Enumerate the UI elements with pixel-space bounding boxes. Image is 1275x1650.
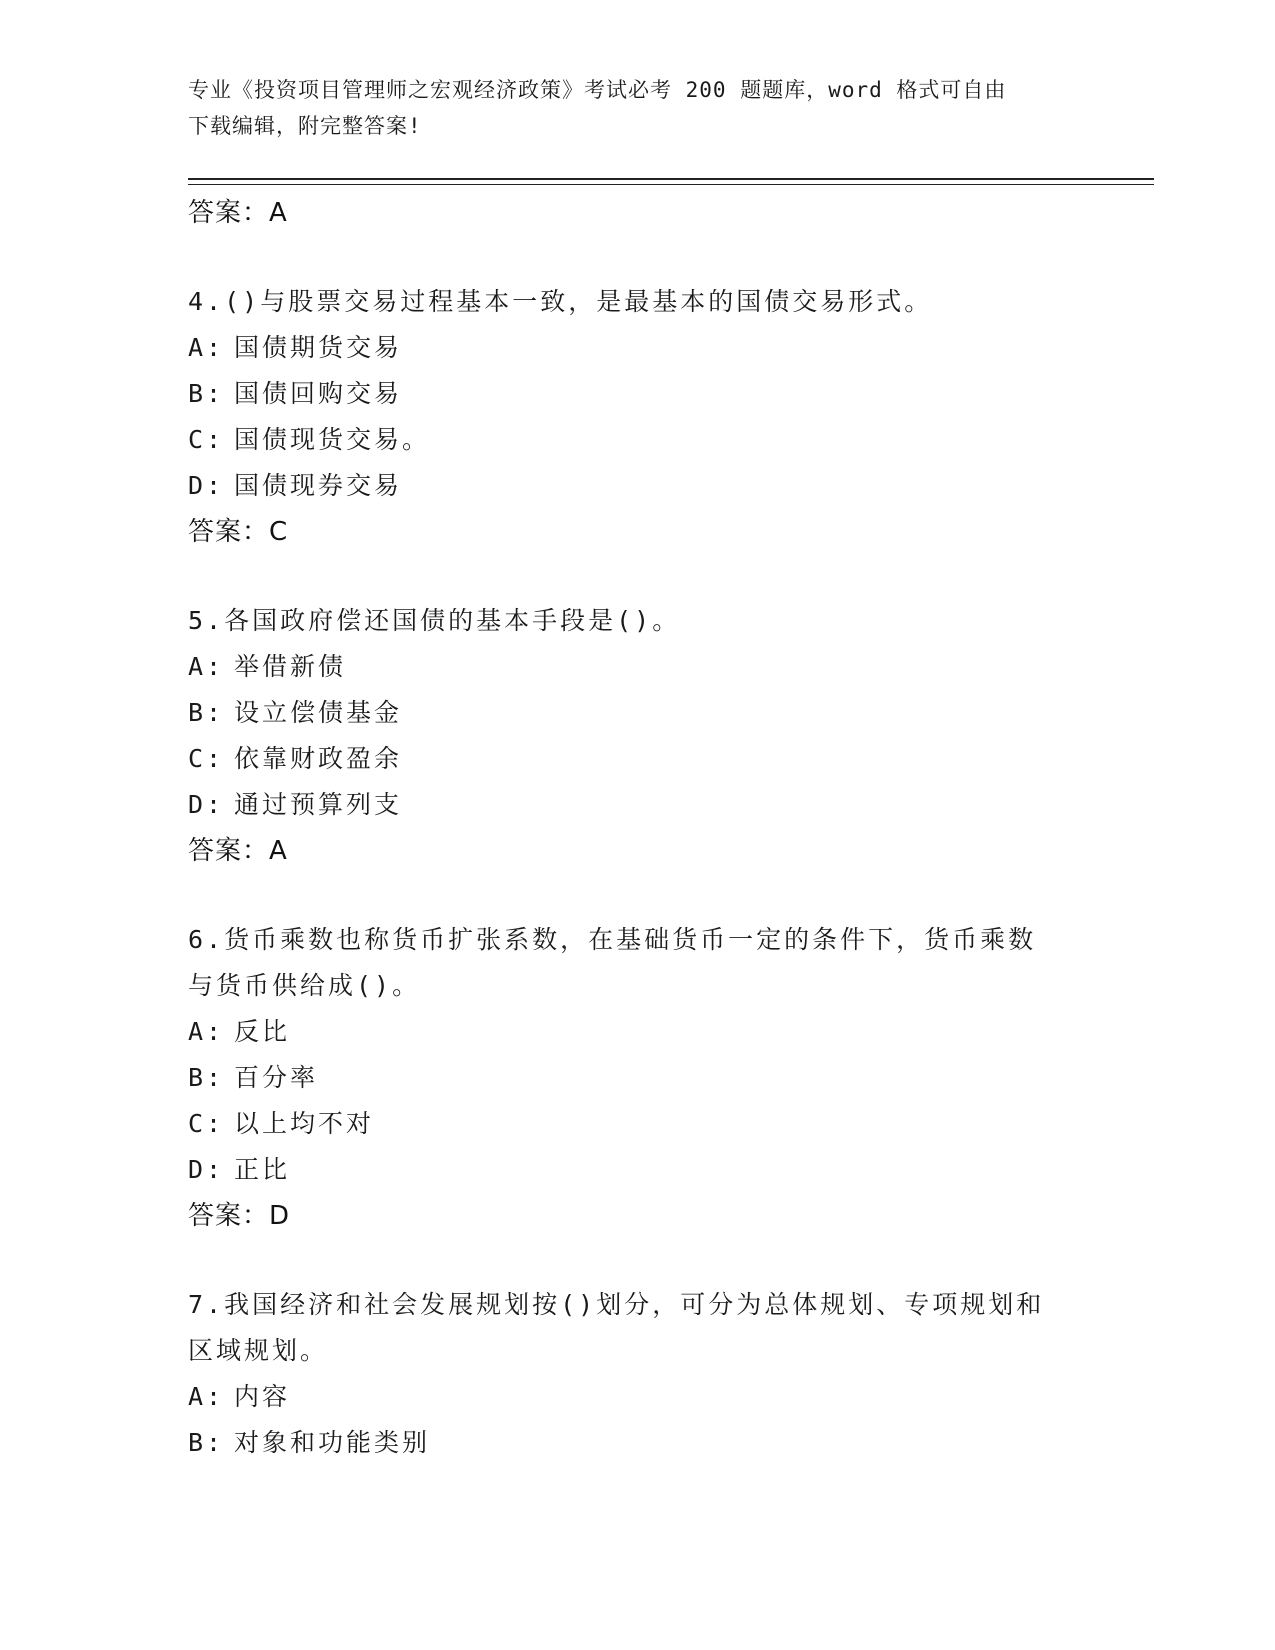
question-stem: 4.()与股票交易过程基本一致，是最基本的国债交易形式。: [188, 287, 933, 316]
option-text: 举借新债: [234, 652, 347, 681]
option-text: 反比: [234, 1017, 291, 1046]
option-text: 国债回购交易: [234, 379, 403, 408]
question-block: [188, 598, 1088, 874]
option-a: [188, 644, 1088, 690]
option-b: [188, 371, 1088, 417]
spacer: [188, 1239, 1088, 1282]
option-c: [188, 417, 1088, 463]
question-block: [188, 279, 1088, 555]
option-text: 设立偿债基金: [234, 698, 403, 727]
answer-line: 答案：A: [188, 198, 288, 228]
document-body: [188, 190, 1088, 1466]
option-c: [188, 1101, 1088, 1147]
option-key: A:: [188, 1017, 225, 1046]
option-text: 国债期货交易: [234, 333, 403, 362]
question-block: [188, 917, 1088, 1239]
option-key: A:: [188, 333, 225, 362]
document-header: [188, 72, 1088, 144]
question-stem: 5.各国政府偿还国债的基本手段是()。: [188, 606, 681, 635]
option-text: 依靠财政盈余: [234, 744, 403, 773]
option-d: [188, 463, 1088, 509]
option-text: 国债现券交易: [234, 471, 403, 500]
option-key: A:: [188, 652, 225, 681]
option-d: [188, 1147, 1088, 1193]
option-a: [188, 325, 1088, 371]
option-key: B:: [188, 1063, 225, 1092]
spacer: [188, 555, 1088, 598]
option-c: [188, 736, 1088, 782]
option-b: [188, 1055, 1088, 1101]
answer-line: 答案：D: [188, 1201, 291, 1231]
answer-line: 答案：C: [188, 517, 289, 547]
option-key: D:: [188, 471, 225, 500]
question-stem-continued: 区域规划。: [188, 1336, 329, 1365]
question-stem-continued: 与货币供给成()。: [188, 971, 421, 1000]
option-key: B:: [188, 379, 225, 408]
option-text: 通过预算列支: [234, 790, 403, 819]
header-rule-thick: [188, 178, 1154, 180]
option-key: D:: [188, 790, 225, 819]
question-block: [188, 1282, 1088, 1466]
answer-line: 答案：A: [188, 836, 288, 866]
option-key: C:: [188, 425, 225, 454]
header-rule-thin: [188, 184, 1154, 185]
option-text: 国债现货交易。: [234, 425, 431, 454]
option-key: C:: [188, 1109, 225, 1138]
option-key: B:: [188, 698, 225, 727]
option-key: D:: [188, 1155, 225, 1184]
option-a: [188, 1374, 1088, 1420]
option-b: [188, 690, 1088, 736]
option-a: [188, 1009, 1088, 1055]
option-text: 正比: [234, 1155, 291, 1184]
option-b: [188, 1420, 1088, 1466]
spacer: [188, 874, 1088, 917]
option-d: [188, 782, 1088, 828]
option-key: B:: [188, 1428, 225, 1457]
header-line-1: 专业《投资项目管理师之宏观经济政策》考试必考 200 题题库，word 格式可自由: [188, 78, 1007, 102]
spacer: [188, 236, 1088, 279]
option-text: 对象和功能类别: [234, 1428, 431, 1457]
option-key: C:: [188, 744, 225, 773]
option-text: 百分率: [234, 1063, 319, 1092]
option-text: 内容: [234, 1382, 291, 1411]
option-text: 以上均不对: [234, 1109, 375, 1138]
option-key: A:: [188, 1382, 225, 1411]
question-stem: 6.货币乘数也称货币扩张系数，在基础货币一定的条件下，货币乘数: [188, 925, 1037, 954]
header-line-2: 下载编辑，附完整答案!: [188, 114, 422, 138]
question-stem: 7.我国经济和社会发展规划按()划分，可分为总体规划、专项规划和: [188, 1290, 1045, 1319]
